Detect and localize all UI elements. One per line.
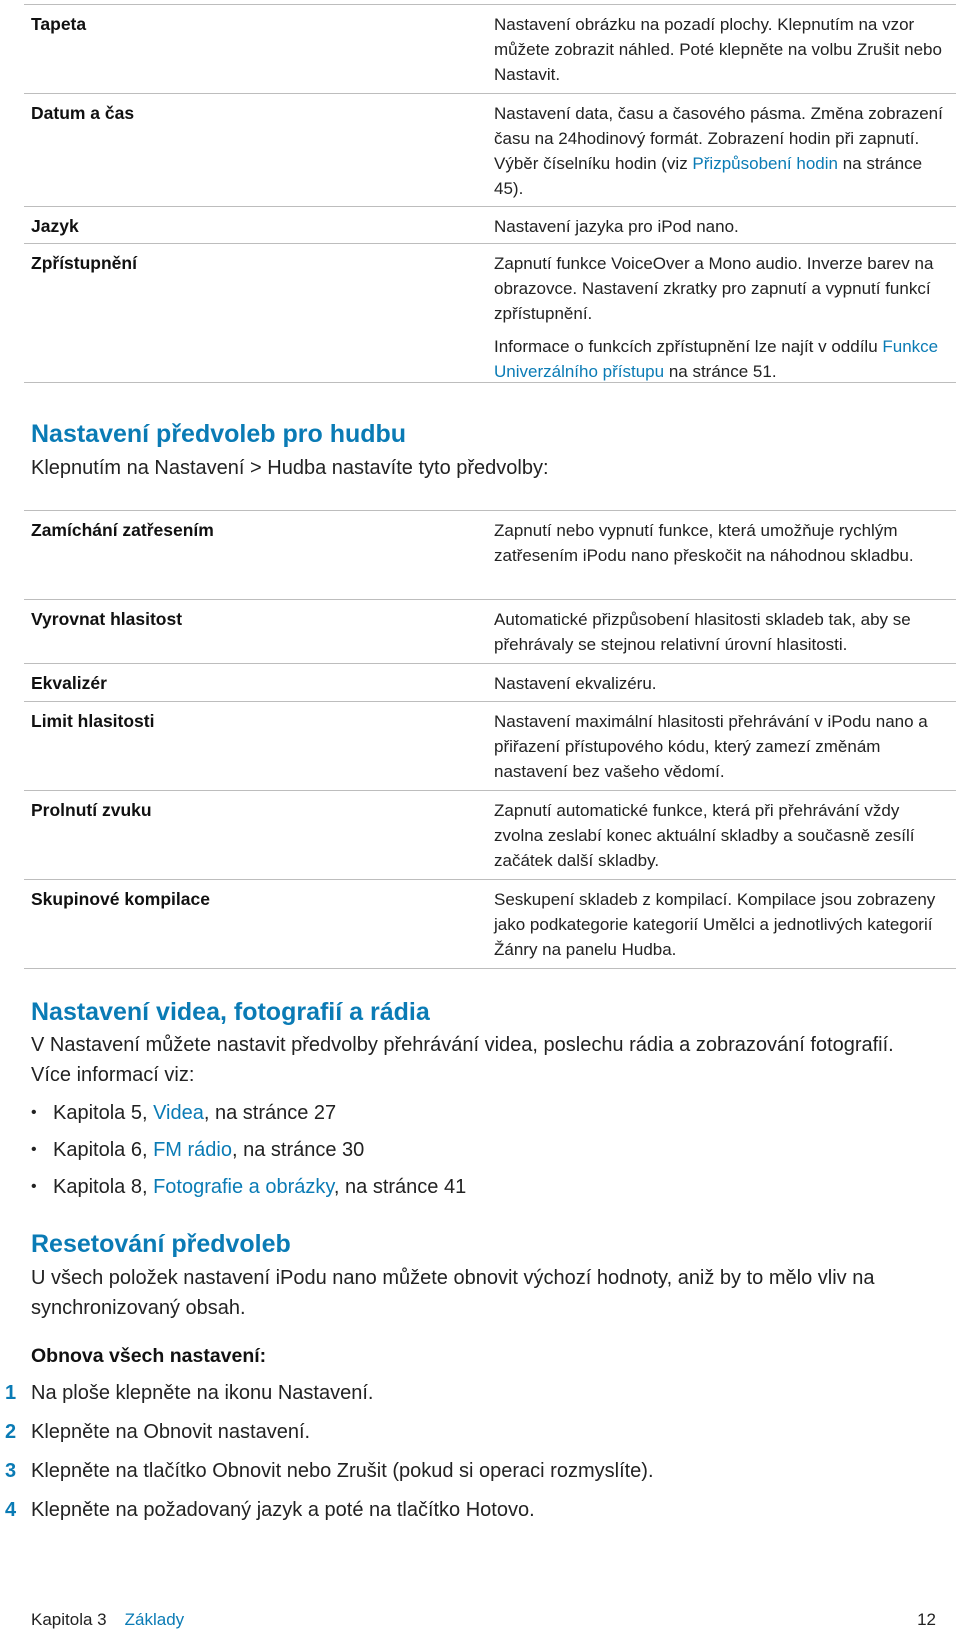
table-row [24, 94, 956, 207]
table-row [24, 791, 956, 880]
music-intro: Klepnutím na Nastavení > Hudba nastavíte tyto předvolby: [31, 457, 549, 479]
fm-radio-link[interactable]: FM rádio [153, 1139, 232, 1161]
list-item: 1 Na ploše klepněte na ikonu Nastavení. [0, 1378, 654, 1417]
row-label: Datum a čas [31, 103, 135, 123]
video-heading: Nastavení videa, fotografií a rádia [31, 998, 430, 1026]
row-label: Prolnutí zvuku [31, 800, 152, 820]
reset-steps [0, 1378, 654, 1534]
row-label: Limit hlasitosti [31, 711, 155, 731]
list-item: • Kapitola 6, FM rádio, na stránce 30 [31, 1135, 466, 1172]
row-label: Ekvalizér [31, 673, 107, 693]
table-row [24, 600, 956, 664]
videos-link[interactable]: Videa [153, 1102, 204, 1124]
step-number: 2 [5, 1421, 17, 1443]
chapter-link[interactable]: Základy [124, 1610, 185, 1629]
step-number: 4 [5, 1499, 17, 1521]
list-item: • Kapitola 8, Fotografie a obrázky, na stránce 41 [31, 1172, 466, 1209]
row-label: Jazyk [31, 216, 79, 236]
universal-access-link[interactable]: Funkce Univerzálního přístupu [494, 337, 939, 381]
row-description: Nastavení ekvalizéru. [494, 674, 657, 693]
video-intro: V Nastavení můžete nastavit předvolby přehrávání videa, poslechu rádia a zobrazování fotografií. Více informací viz: [31, 1034, 894, 1086]
step-number: 1 [5, 1382, 17, 1404]
list-item: 4 Klepněte na požadovaný jazyk a poté na tlačítko Hotovo. [0, 1495, 654, 1534]
step-number: 3 [5, 1460, 17, 1482]
chapter-label: Kapitola 3 [31, 1610, 107, 1629]
row-label: Zamíchání zatřesením [31, 520, 214, 540]
table-row [24, 702, 956, 791]
reset-heading: Resetování předvoleb [31, 1230, 291, 1258]
row-description: Nastavení data, času a časového pásma. Změna zobrazení času na 24hodinový formát. Zobrazení hodin při zapnutí. Výběr číselníku hodin (viz Přizpůsobení hodin na stránce 45). [494, 104, 943, 198]
table-row [24, 664, 956, 702]
table-row [24, 880, 956, 969]
row-description: Zapnutí funkce VoiceOver a Mono audio. Inverze barev na obrazovce. Nastavení zkratky pro zapnutí a vypnutí funkcí zpřístupnění. Informace o funkcích zpřístupnění lze najít v oddílu Funkce Univerzálního přístupu na stránce 51. [494, 254, 939, 381]
row-description: Automatické přizpůsobení hlasitosti skladeb tak, aby se přehrávaly se stejnou relativní úrovní hlasitosti. [494, 610, 911, 654]
list-item: • Kapitola 5, Videa, na stránce 27 [31, 1098, 466, 1135]
row-description: Nastavení jazyka pro iPod nano. [494, 217, 739, 236]
photos-link[interactable]: Fotografie a obrázky [153, 1176, 334, 1198]
music-heading: Nastavení předvoleb pro hudbu [31, 420, 407, 448]
table-row [24, 5, 956, 94]
list-item: 3 Klepněte na tlačítko Obnovit nebo Zrušit (pokud si operaci rozmyslíte). [0, 1456, 654, 1495]
row-description: Seskupení skladeb z kompilací. Kompilace jsou zobrazeny jako podkategorie kategorií Umělci a jednotlivých kategorií Žánry na panelu Hudba. [494, 890, 936, 959]
row-label: Vyrovnat hlasitost [31, 609, 183, 629]
chapter-list [31, 1098, 466, 1209]
table-row [24, 207, 956, 244]
settings-table [24, 4, 956, 383]
row-description: Zapnutí automatické funkce, která při přehrávání vždy zvolna zeslabí konec aktuální skladby a současně zesílí začátek další skladby. [494, 801, 915, 870]
reset-intro: U všech položek nastavení iPodu nano můžete obnovit výchozí hodnoty, aniž by to mělo vliv na synchronizovaný obsah. [31, 1267, 875, 1319]
row-description: Nastavení obrázku na pozadí plochy. Klepnutím na vzor můžete zobrazit náhled. Poté klepněte na volbu Zrušit nebo Nastavit. [494, 15, 942, 84]
page-footer [31, 1610, 184, 1630]
page-number: 12 [917, 1610, 936, 1629]
reset-subhead: Obnova všech nastavení: [31, 1345, 267, 1367]
row-label: Skupinové kompilace [31, 889, 210, 909]
row-description: Zapnutí nebo vypnutí funkce, která umožňuje rychlým zatřesením iPodu nano přeskočit na náhodnou skladbu. [494, 521, 914, 565]
list-item: 2 Klepněte na Obnovit nastavení. [0, 1417, 654, 1456]
clock-customization-link[interactable]: Přizpůsobení hodin [692, 154, 838, 173]
table-row [24, 244, 956, 383]
row-label: Zpřístupnění [31, 253, 137, 273]
table-row [24, 511, 956, 600]
row-label: Tapeta [31, 14, 87, 34]
row-description: Nastavení maximální hlasitosti přehrávání v iPodu nano a přiřazení přístupového kódu, který zamezí změnám nastavení bez vašeho vědomí. [494, 712, 928, 781]
music-settings-table [24, 510, 956, 969]
